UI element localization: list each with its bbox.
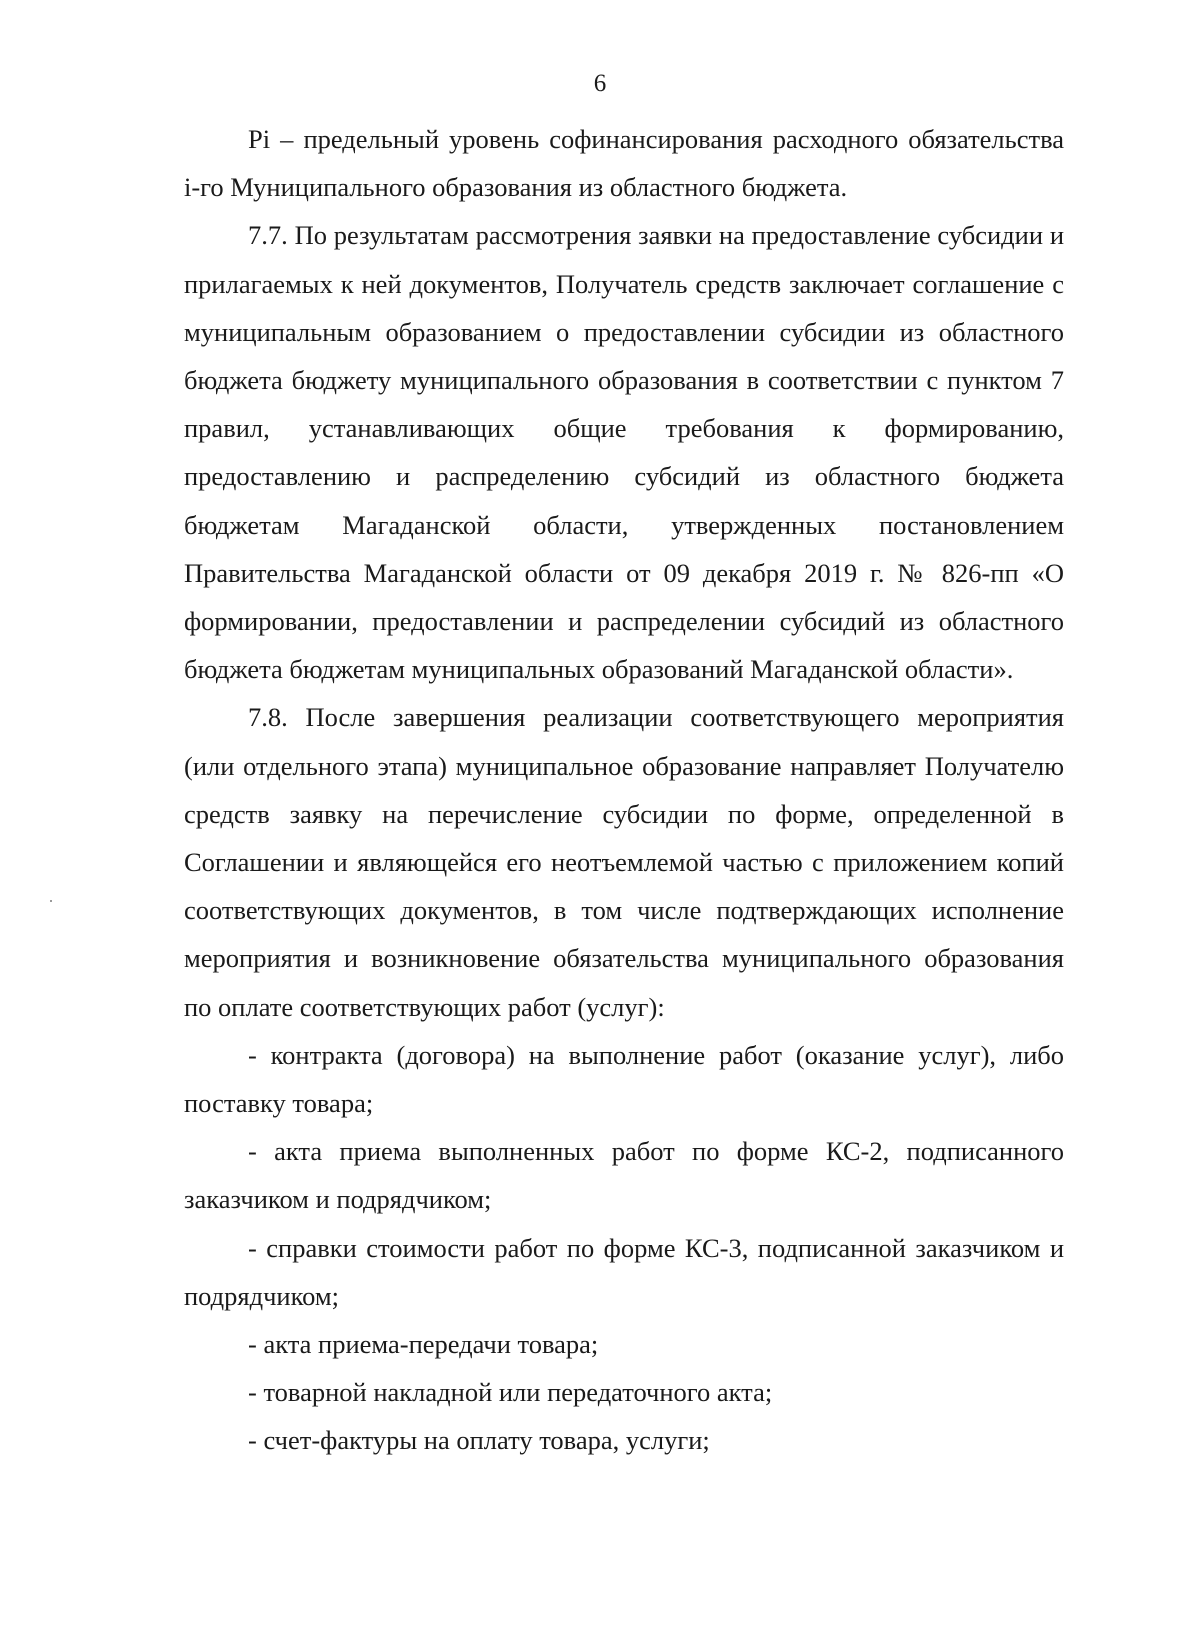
document-body — [184, 115, 1064, 1465]
list-item-invoice: - счет-фактуры на оплату товара, услуги; — [248, 1425, 710, 1456]
paragraph-pi-definition: Pi – предельный уровень софинансирования расходного обязательства i-го Муниципального образования из областного бюджета. — [184, 124, 1064, 203]
page-number: 6 — [593, 70, 607, 97]
list-item-contract: - контракта (договора) на выполнение работ (оказание услуг), либо поставку товара; — [184, 1039, 1064, 1119]
list-item-ks3-certificate: - справки стоимости работ по форме КС-3, подписанной заказчиком и подрядчиком; — [184, 1232, 1064, 1311]
scan-speck — [50, 900, 52, 902]
list-item-waybill: - товарной накладной или передаточного акта; — [248, 1377, 773, 1408]
list-item-ks2-act: - акта приема выполненных работ по форме КС-2, подписанного заказчиком и подрядчиком; — [184, 1136, 1064, 1215]
list-item-goods-transfer-act: - акта приема-передачи товара; — [248, 1329, 599, 1360]
paragraph-7-7: 7.7. По результатам рассмотрения заявки на предоставление субсидии и прилагаемых к ней документов, Получатель средств заключает соглашение с муниципальным образованием о предоставлении субсидии из областного бюджета бюджету муниципального образования в соответствии с пунктом 7 правил, устанавливающих общие требования к формированию, предоставлению и распределению субсидий из областного бюджета бюджетам Магаданской области, утвержденных постановлением Правительства Магаданской области от 09 декабря 2019 г. № 826-пп «О формировании, предоставлении и распределении субсидий из областного бюджета бюджетам муниципальных образований Магаданской области». — [184, 220, 1064, 685]
paragraph-7-8: 7.8. После завершения реализации соответствующего мероприятия (или отдельного этапа) муниципальное образование направляет Получателю средств заявку на перечисление субсидии по форме, определенной в Соглашении и являющейся его неотъемлемой частью с приложением копий соответствующих документов, в том числе подтверждающих исполнение мероприятия и возникновение обязательства муниципального образования по оплате соответствующих работ (услуг): — [184, 702, 1064, 1022]
